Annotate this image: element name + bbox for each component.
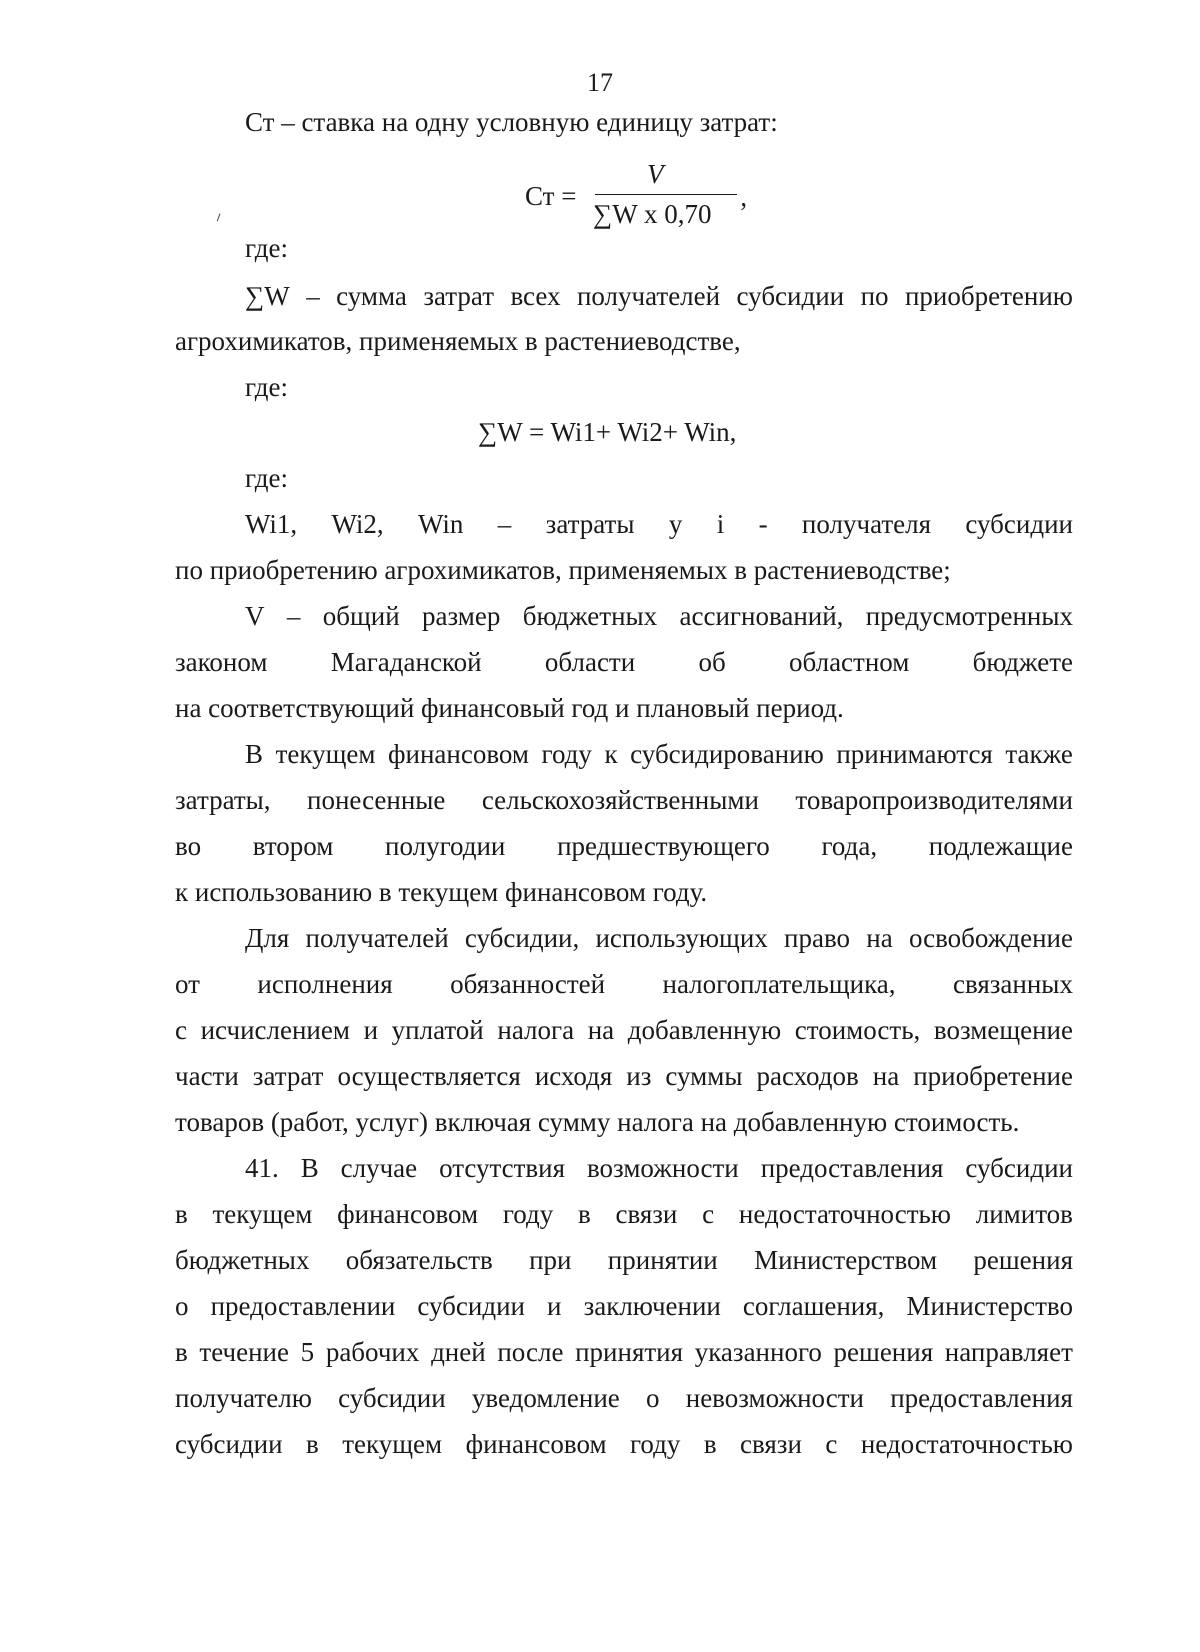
fraction-bar bbox=[595, 194, 737, 195]
word: общий bbox=[322, 601, 400, 631]
word: – bbox=[497, 509, 512, 539]
word: предоставления bbox=[890, 1383, 1073, 1413]
formula-ct bbox=[525, 158, 765, 238]
formula-ct-trailing: ’ bbox=[739, 197, 748, 227]
word: дней bbox=[431, 1337, 486, 1367]
word: суммы bbox=[665, 1061, 743, 1091]
sum-w-def-line-1 bbox=[245, 280, 1073, 312]
word: к bbox=[604, 739, 618, 769]
word: отсутствия bbox=[439, 1153, 566, 1183]
word: с bbox=[702, 1199, 715, 1229]
word: в bbox=[175, 1337, 188, 1367]
formula-ct-lhs: Ст = bbox=[525, 181, 577, 211]
para-current-year-line-2 bbox=[175, 784, 1073, 816]
word: принятии bbox=[607, 1245, 718, 1275]
word: право bbox=[784, 923, 851, 953]
para-vat-line-2 bbox=[175, 968, 1073, 1000]
word: заключении bbox=[583, 1291, 721, 1321]
word: в bbox=[577, 1199, 591, 1229]
page-number: 17 bbox=[587, 68, 613, 97]
para-41-line-3 bbox=[175, 1244, 1073, 1276]
word: рабочих bbox=[325, 1337, 420, 1367]
word: областном bbox=[789, 647, 910, 677]
word: затрат bbox=[423, 281, 495, 311]
word: уведомление bbox=[471, 1383, 620, 1413]
para-41-line-5 bbox=[175, 1336, 1073, 1368]
word: получателю bbox=[175, 1383, 312, 1413]
para-vat-line-5: товаров (работ, услуг) включая сумму налога на добавленную стоимость. bbox=[175, 1107, 1020, 1137]
word: случае bbox=[340, 1153, 418, 1183]
para-vat-line-4 bbox=[175, 1060, 1073, 1092]
word: всех bbox=[510, 281, 561, 311]
word: связи bbox=[615, 1199, 678, 1229]
word: году bbox=[502, 1199, 554, 1229]
para-41-line-1 bbox=[245, 1152, 1073, 1184]
word: в bbox=[703, 1429, 717, 1459]
word: течение bbox=[199, 1337, 289, 1367]
word: связанных bbox=[952, 969, 1073, 999]
word: исходя bbox=[534, 1061, 613, 1091]
word: принятия bbox=[575, 1337, 684, 1367]
word: области bbox=[544, 647, 636, 677]
word: 5 bbox=[300, 1337, 315, 1367]
para-current-year-line-1 bbox=[245, 738, 1073, 770]
word: бюджетных bbox=[175, 1245, 310, 1275]
word: Wi1, bbox=[245, 509, 298, 539]
word: освобождение bbox=[908, 923, 1073, 953]
para-41-line-6 bbox=[175, 1382, 1073, 1414]
v-def-line-3: на соответствующий финансовый год и плановый период. bbox=[175, 693, 844, 723]
word: финансовом bbox=[337, 1199, 479, 1229]
word: на bbox=[872, 1061, 900, 1091]
word: приобретению bbox=[904, 281, 1073, 311]
word: возможности bbox=[586, 1153, 739, 1183]
word: бюджетных bbox=[522, 601, 658, 631]
word: 41. bbox=[245, 1153, 279, 1183]
word: полугодии bbox=[385, 831, 506, 861]
word: от bbox=[175, 969, 200, 999]
word: В bbox=[245, 739, 264, 769]
word: стоимость, bbox=[794, 1015, 921, 1045]
para-41-line-2 bbox=[175, 1198, 1073, 1230]
word: субсидии bbox=[417, 1291, 525, 1321]
word: получателя bbox=[801, 509, 932, 539]
word: V bbox=[245, 601, 265, 631]
word: добавленную bbox=[627, 1015, 782, 1045]
word: затраты, bbox=[175, 785, 271, 815]
wi-def-line-2: по приобретению агрохимикатов, применяемых в растениеводстве; bbox=[175, 555, 951, 585]
word: осуществляется bbox=[337, 1061, 521, 1091]
word: о bbox=[175, 1291, 189, 1321]
word: об bbox=[698, 647, 726, 677]
word: товаропроизводителями bbox=[795, 785, 1073, 815]
v-def-line-2 bbox=[175, 646, 1073, 678]
word: затрат bbox=[252, 1061, 324, 1091]
word: на bbox=[866, 923, 893, 953]
word: недостаточностью bbox=[738, 1199, 951, 1229]
word: года, bbox=[821, 831, 878, 861]
word: налогоплательщика, bbox=[662, 969, 896, 999]
word: невозможности bbox=[685, 1383, 864, 1413]
word: финансовом bbox=[465, 1429, 607, 1459]
word: во bbox=[175, 831, 202, 861]
word: субсидированию bbox=[630, 739, 824, 769]
word: году bbox=[541, 739, 592, 769]
word: субсидии bbox=[965, 1153, 1073, 1183]
word: текущем bbox=[342, 1429, 443, 1459]
formula-ct-numerator: V bbox=[647, 159, 664, 189]
word: у bbox=[668, 509, 683, 539]
scan-speck bbox=[217, 214, 223, 223]
word: предусмотренных bbox=[865, 601, 1073, 631]
word: указанного bbox=[694, 1337, 822, 1367]
word: законом bbox=[175, 647, 268, 677]
word: Wi2, bbox=[331, 509, 384, 539]
word: с bbox=[825, 1429, 838, 1459]
word: исчислением bbox=[200, 1015, 350, 1045]
formula-ct-denominator: ∑W x 0,70 bbox=[593, 199, 712, 229]
word: возмещение bbox=[933, 1015, 1073, 1045]
word: текущем bbox=[212, 1199, 313, 1229]
word: недостаточностью bbox=[860, 1429, 1073, 1459]
word: получателей bbox=[305, 923, 449, 953]
where-label-2: где: bbox=[245, 372, 288, 402]
word: бюджете bbox=[972, 647, 1073, 677]
word: также bbox=[1005, 739, 1073, 769]
word: затраты bbox=[545, 509, 635, 539]
word: на bbox=[587, 1015, 615, 1045]
v-def-line-1 bbox=[245, 600, 1073, 632]
word: уплатой bbox=[391, 1015, 484, 1045]
word: понесенные bbox=[307, 785, 446, 815]
sum-w-def-line-2: агрохимикатов, применяемых в растениеводстве, bbox=[175, 326, 741, 356]
word: по bbox=[860, 281, 889, 311]
word: Министерство bbox=[906, 1291, 1073, 1321]
word: субсидии bbox=[175, 1429, 283, 1459]
word: решения bbox=[833, 1337, 934, 1367]
word: лимитов bbox=[975, 1199, 1073, 1229]
word: Министерством bbox=[754, 1245, 938, 1275]
word: – bbox=[306, 281, 320, 311]
word: получателей bbox=[576, 281, 721, 311]
para-41-line-4 bbox=[175, 1290, 1073, 1322]
word: сумма bbox=[336, 281, 407, 311]
para-vat-line-3 bbox=[175, 1014, 1073, 1046]
word: обязательств bbox=[345, 1245, 493, 1275]
word: финансовом bbox=[388, 739, 529, 769]
word: использующих bbox=[595, 923, 768, 953]
word: Магаданской bbox=[330, 647, 482, 677]
word: предшествующего bbox=[557, 831, 770, 861]
formula-intro: Ст – ставка на одну условную единицу затрат: bbox=[245, 107, 778, 137]
word: направляет bbox=[944, 1337, 1073, 1367]
word: с bbox=[175, 1015, 187, 1045]
word: приобретение bbox=[913, 1061, 1073, 1091]
word: размер bbox=[422, 601, 501, 631]
para-41-line-7 bbox=[175, 1428, 1073, 1460]
word: налога bbox=[497, 1015, 575, 1045]
word: подлежащие bbox=[928, 831, 1073, 861]
word: связи bbox=[740, 1429, 802, 1459]
word: субсидии bbox=[736, 281, 845, 311]
word: - bbox=[758, 509, 768, 539]
word: предоставлении bbox=[210, 1291, 396, 1321]
where-label-1: где: bbox=[245, 233, 288, 263]
word: в bbox=[175, 1199, 188, 1229]
word: и bbox=[547, 1291, 562, 1321]
word: после bbox=[497, 1337, 564, 1367]
word: субсидии bbox=[338, 1383, 446, 1413]
word: принимаются bbox=[836, 739, 993, 769]
word: ассигнований, bbox=[679, 601, 844, 631]
word: из bbox=[626, 1061, 652, 1091]
para-current-year-line-3 bbox=[175, 830, 1073, 862]
word: обязанностей bbox=[450, 969, 606, 999]
word: Для bbox=[245, 923, 290, 953]
word: части bbox=[175, 1061, 239, 1091]
word: втором bbox=[252, 831, 334, 861]
word: субсидии, bbox=[464, 923, 580, 953]
word: о bbox=[646, 1383, 660, 1413]
word: сельскохозяйственными bbox=[481, 785, 759, 815]
word: i bbox=[716, 509, 725, 539]
word: решения bbox=[973, 1245, 1073, 1275]
word: субсидии bbox=[965, 509, 1073, 539]
word: году bbox=[629, 1429, 681, 1459]
formula-sum-w: ∑W = Wi1+ Wi2+ Win, bbox=[478, 417, 737, 447]
word: исполнения bbox=[257, 969, 393, 999]
word: ∑W bbox=[245, 281, 290, 311]
word: расходов bbox=[756, 1061, 859, 1091]
para-current-year-line-4: к использованию в текущем финансовом году. bbox=[175, 877, 708, 907]
wi-def-line-1 bbox=[245, 508, 1073, 540]
para-vat-line-1 bbox=[245, 922, 1073, 954]
word: текущем bbox=[275, 739, 376, 769]
word: соглашения, bbox=[742, 1291, 885, 1321]
where-label-3: где: bbox=[245, 463, 288, 493]
word: В bbox=[300, 1153, 319, 1183]
word: предоставления bbox=[760, 1153, 944, 1183]
word: – bbox=[286, 601, 301, 631]
word: Win bbox=[418, 509, 464, 539]
word: при bbox=[529, 1245, 572, 1275]
word: в bbox=[306, 1429, 319, 1459]
word: и bbox=[363, 1015, 379, 1045]
